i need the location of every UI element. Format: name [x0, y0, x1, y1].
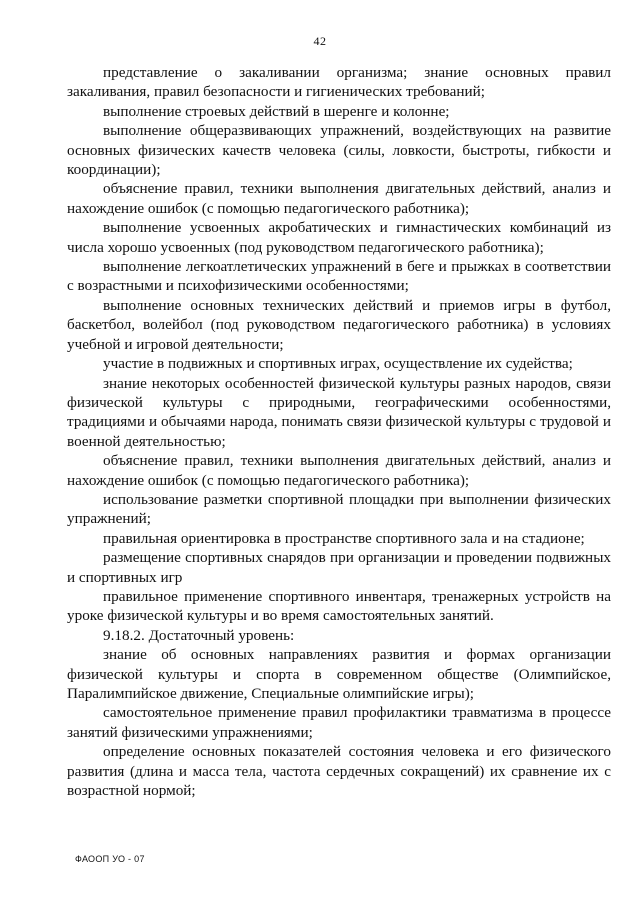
paragraph-injury-prevention: самостоятельное применение правил профилактики травматизма в процессе занятий физическими упражнениями;	[67, 704, 611, 741]
paragraph-ball-games: выполнение основных технических действий и приемов игры в футбол, баскетбол, волейбол (под руководством педагогического работника) в условиях учебной и игровой деятельности;	[67, 296, 611, 353]
paragraph-orientation: правильная ориентировка в пространстве спортивного зала и на стадионе;	[103, 529, 585, 547]
paragraph-equipment-placement: размещение спортивных снарядов при организации и проведении подвижных и спортивных игр	[67, 549, 611, 586]
paragraph-rules-explanation: объяснение правил, техники выполнения двигательных действий, анализ и нахождение ошибок (с помощью педагогического работника);	[67, 180, 611, 217]
paragraph-field-markings: использование разметки спортивной площадки при выполнении физических упражнений;	[67, 490, 611, 528]
paragraph-athletics: выполнение легкоатлетических упражнений в беге и прыжках в соответствии с возрастными и психофизическими особенностями;	[67, 258, 611, 295]
paragraph-acrobatics: выполнение усвоенных акробатических и гимнастических комбинаций из числа хорошо усвоенных (под руководством педагогического работника);	[67, 219, 611, 256]
document-code-footer: ФАООП УО - 07	[75, 854, 145, 864]
paragraph-health-indicators: определение основных показателей состояния человека и его физического развития (длина и масса тела, частота сердечных сокращений) их сравнение их с возрастной нормой;	[67, 743, 611, 800]
paragraph-equipment-use: правильное применение спортивного инвентаря, тренажерных устройств на уроке физической культуры и во время самостоятельных занятий.	[67, 587, 611, 625]
page-number: 42	[313, 34, 327, 48]
paragraph-peoples-culture: знание некоторых особенностей физической культуры разных народов, связи физической культуры с природными, географическими особенностями, традициями и обычаями народа, понимать связи физической культуры с трудовой и военной деятельностью;	[67, 374, 611, 450]
paragraph-games-judging: участие в подвижных и спортивных играх, осуществление их судейства;	[103, 355, 573, 373]
paragraph-drill: выполнение строевых действий в шеренге и колонне;	[103, 102, 450, 120]
document-body	[67, 63, 611, 800]
paragraph-rules-explanation-2: объяснение правил, техники выполнения двигательных действий, анализ и нахождение ошибок (с помощью педагогического работника);	[67, 452, 611, 489]
section-heading-sufficient-level: 9.18.2. Достаточный уровень:	[103, 626, 295, 644]
paragraph-olympic-movement: знание об основных направлениях развития и формах организации физической культуры и спорта в современном обществе (Олимпийское, Паралимпийское движение, Специальные олимпийские игры);	[67, 646, 611, 702]
paragraph-general-exercises: выполнение общеразвивающих упражнений, воздействующих на развитие основных физических качеств человека (силы, ловкости, быстроты, гибкости и координации);	[67, 122, 611, 179]
paragraph-hardening: представление о закаливании организма; знание основных правил закаливания, правил безопасности и гигиенических требований;	[67, 64, 611, 101]
